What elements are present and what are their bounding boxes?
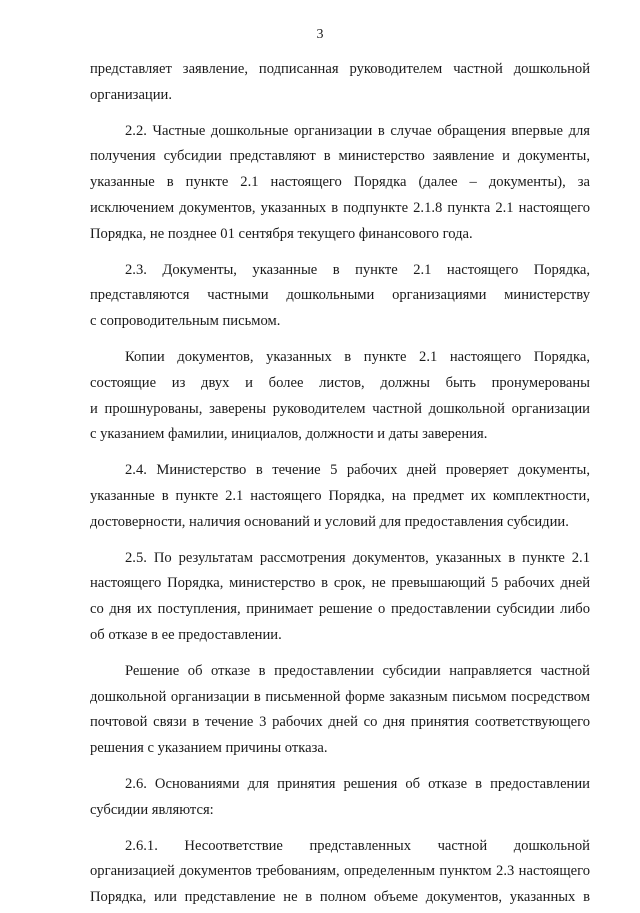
text-line: достоверности, наличия оснований и условий для предоставления субсидии.	[90, 513, 569, 530]
paragraph-2-5	[90, 548, 590, 651]
text-line: 2.5. По результатам рассмотрения документов, указанных в пункте 2.1	[125, 549, 590, 566]
paragraph-2-6	[90, 774, 590, 826]
text-line: Решение об отказе в предоставлении субсидии направляется частной	[125, 662, 590, 679]
paragraph-2-3-copies	[90, 347, 590, 450]
text-line: об отказе в ее предоставлении.	[90, 626, 282, 643]
text-line: 2.3. Документы, указанные в пункте 2.1 настоящего Порядка,	[125, 261, 590, 278]
text-line: состоящие из двух и более листов, должны быть пронумерованы	[90, 374, 590, 391]
text-line: почтовой связи в течение 3 рабочих дней со дня принятия соответствующего	[90, 714, 590, 731]
text-line: организацией документов требованиям, определенным пунктом 2.3 настоящего	[90, 863, 590, 880]
text-line: решения с указанием причины отказа.	[90, 740, 328, 757]
text-line: 2.6. Основаниями для принятия решения об отказе в предоставлении	[125, 775, 590, 792]
text-line: и прошнурованы, заверены руководителем частной дошкольной организации	[90, 400, 590, 417]
text-line: с указанием фамилии, инициалов, должности и даты заверения.	[90, 426, 488, 443]
text-line: дошкольной организации в письменной форме заказным письмом посредством	[90, 688, 590, 705]
text-line: Порядка, не позднее 01 сентября текущего финансового года.	[90, 225, 473, 242]
text-line: представляются частными дошкольными организациями министерству	[90, 287, 590, 304]
text-line: Копии документов, указанных в пункте 2.1 настоящего Порядка,	[125, 348, 590, 365]
paragraph-2-5-refusal	[90, 661, 590, 764]
text-line: представляет заявление, подписанная руководителем частной дошкольной	[90, 61, 590, 77]
text-line: 2.2. Частные дошкольные организации в случае обращения впервые для	[125, 122, 590, 139]
text-line: субсидии являются:	[90, 801, 214, 818]
paragraph-2-3	[90, 260, 590, 337]
document-body	[90, 59, 590, 913]
text-line: настоящего Порядка, министерство в срок, не превышающий 5 рабочих дней	[90, 575, 590, 592]
text-line: исключением документов, указанных в подпункте 2.1.8 пункта 2.1 настоящего	[90, 199, 590, 216]
text-line: с сопроводительным письмом.	[90, 313, 281, 330]
text-line: 2.4. Министерство в течение 5 рабочих дней проверяет документы,	[125, 462, 590, 479]
page-number: 3	[316, 27, 324, 42]
paragraph-2-4	[90, 460, 590, 537]
text-line: указанные в пункте 2.1 настоящего Порядка (далее – документы), за	[90, 174, 590, 191]
paragraph-2-2	[90, 121, 590, 250]
text-line: указанные в пункте 2.1 настоящего Порядка, на предмет их комплектности,	[90, 487, 590, 504]
text-line: со дня их поступления, принимает решение о предоставлении субсидии либо	[90, 601, 590, 618]
text-line: организации.	[90, 86, 172, 103]
text-line: получения субсидии представляют в министерство заявление и документы,	[90, 148, 590, 165]
text-line: Порядка, или представление не в полном объеме документов, указанных в	[90, 889, 590, 906]
paragraph-continuation	[90, 59, 590, 111]
text-line: 2.6.1. Несоответствие представленных частной дошкольной	[125, 837, 590, 854]
paragraph-2-6-1	[90, 836, 590, 913]
